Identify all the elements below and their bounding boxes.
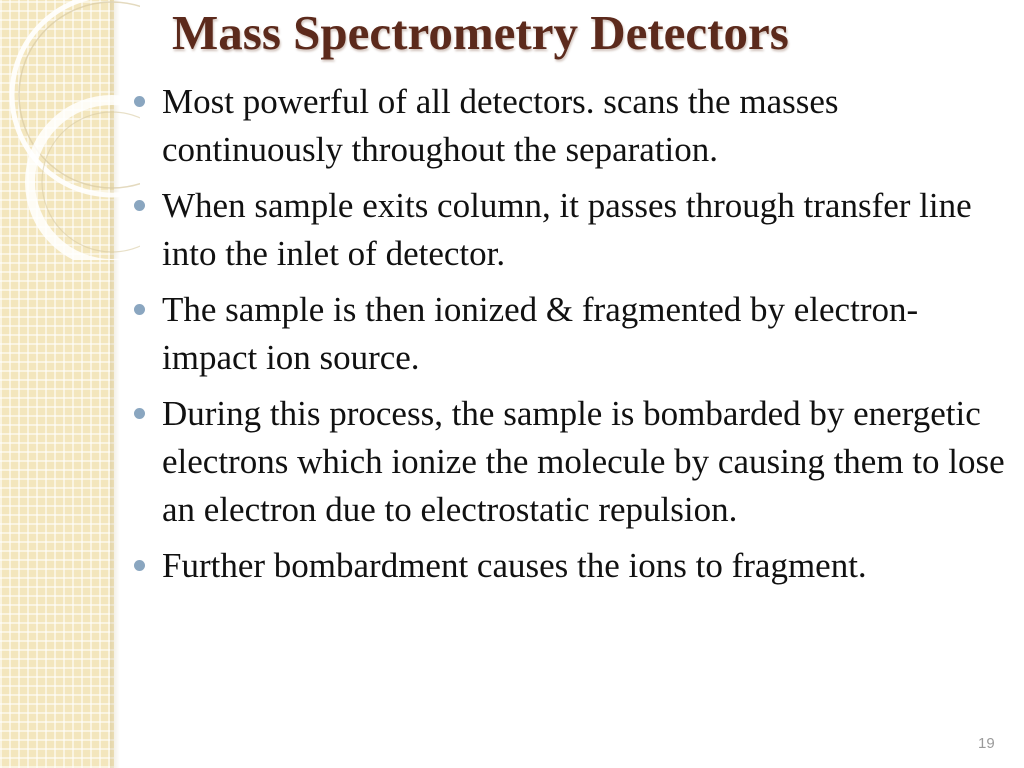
bullet-text: Most powerful of all detectors. scans the masses continuously throughout the separation. [162, 82, 839, 169]
bullet-item [128, 390, 1008, 534]
bullet-dot-icon [134, 200, 145, 211]
bullet-item [128, 78, 1008, 174]
decorative-arcs [0, 0, 140, 260]
bullet-dot-icon [134, 96, 145, 107]
bullet-text: During this process, the sample is bombarded by energetic electrons which ionize the molecule by causing them to lose an electron due to electrostatic repulsion. [162, 394, 1005, 529]
slide-title: Mass Spectrometry Detectors [172, 5, 789, 60]
bullet-text: Further bombardment causes the ions to fragment. [162, 546, 867, 585]
bullet-list [128, 78, 1008, 598]
bullet-dot-icon [134, 408, 145, 419]
bullet-dot-icon [134, 304, 145, 315]
decorative-arc-lower [30, 100, 140, 260]
bullet-item [128, 182, 1008, 278]
page-number: 19 [978, 735, 995, 752]
bullet-text: The sample is then ionized & fragmented by electron-impact ion source. [162, 290, 919, 377]
bullet-text: When sample exits column, it passes through transfer line into the inlet of detector. [162, 186, 972, 273]
bullet-item [128, 542, 1008, 590]
bullet-item [128, 286, 1008, 382]
bullet-dot-icon [134, 560, 145, 571]
decorative-arc-lower-line [42, 112, 140, 252]
